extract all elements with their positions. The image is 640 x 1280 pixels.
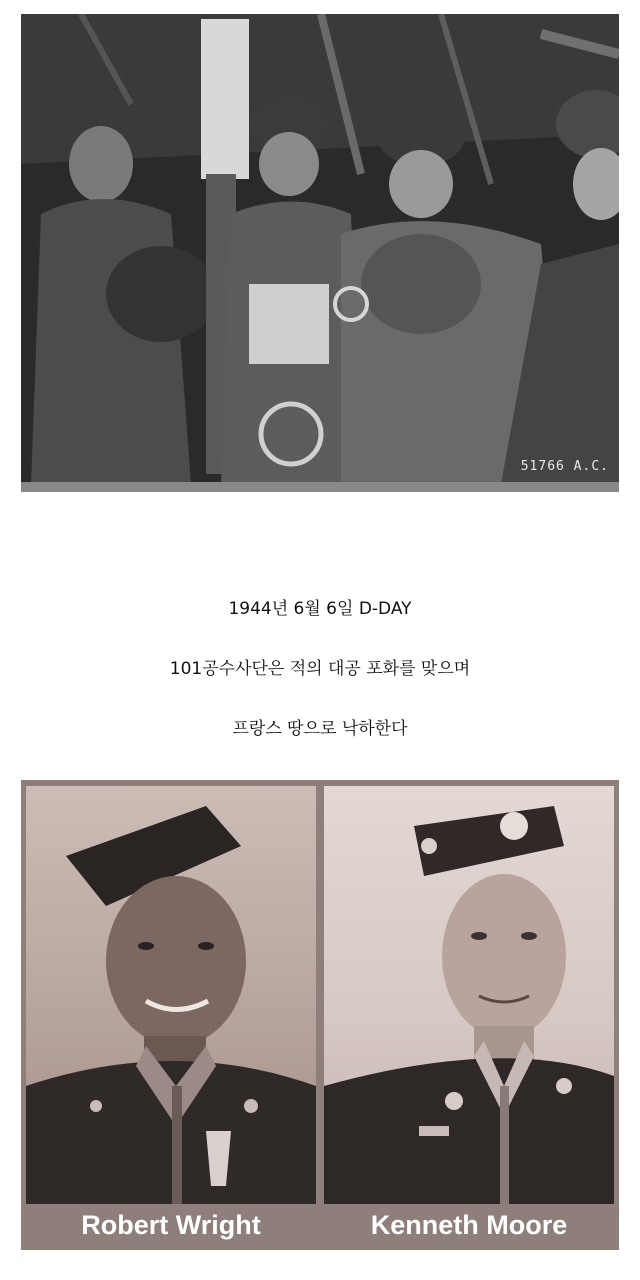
portraits-frame xyxy=(21,780,619,1250)
caption-date-line: 1944년 6월 6일 D-DAY xyxy=(228,599,412,619)
paratroopers-photo xyxy=(21,14,619,492)
portrait-left xyxy=(26,786,316,1204)
portrait-right-name: Kenneth Moore xyxy=(370,1210,568,1240)
paratroopers-photo-illustration xyxy=(21,14,619,492)
portrait-left-name: Robert Wright xyxy=(81,1210,261,1240)
caption-division-line: 101공수사단은 적의 대공 포화를 맞으며 xyxy=(169,659,471,679)
portrait-right-illustration xyxy=(324,786,614,1204)
caption-landing-line: 프랑스 땅으로 낙하한다 xyxy=(232,719,408,739)
photo-reference-code: 51766 A.C. xyxy=(520,459,609,474)
portrait-left-illustration xyxy=(26,786,316,1204)
portrait-right xyxy=(324,786,614,1204)
